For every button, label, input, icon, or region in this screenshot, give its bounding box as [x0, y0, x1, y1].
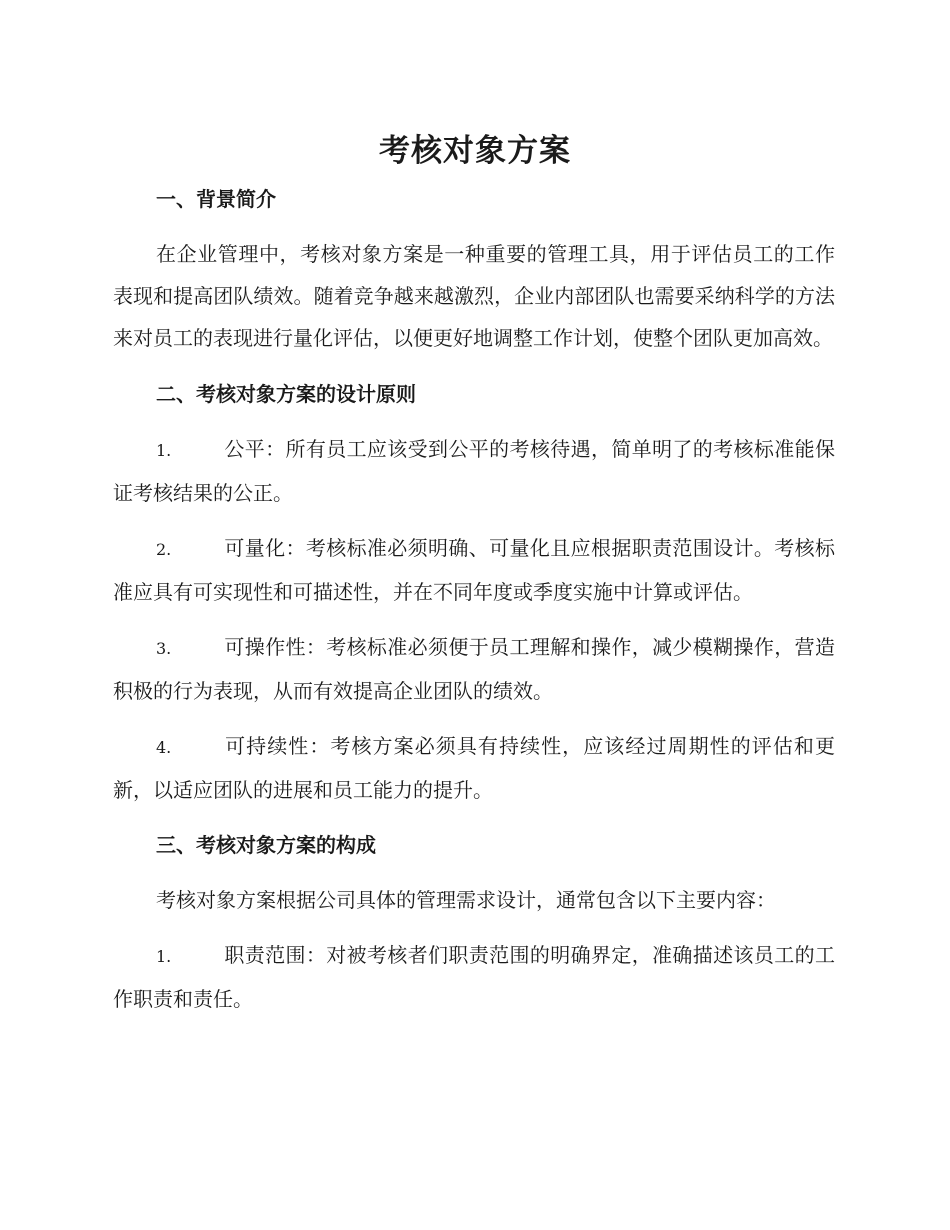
- item-number: 1.: [156, 441, 172, 460]
- item-text: 可持续性：考核方案必须具有持续性，应该经过周期性的评估和更新，以适应团队的进展和员工能力的提升。: [113, 734, 835, 802]
- background-paragraph: 在企业管理中，考核对象方案是一种重要的管理工具，用于评估员工的工作表现和提高团队绩效。随着竞争越来越激烈，企业内部团队也需要采纳科学的方法来对员工的表现进行量化评估，以便更好地调整工作计划，使整个团队更加高效。: [113, 242, 835, 350]
- section-heading-background: 一、背景简介: [156, 187, 276, 211]
- item-number: 4.: [156, 738, 172, 757]
- item-text: 公平：所有员工应该受到公平的考核待遇，简单明了的考核标准能保证考核结果的公正。: [113, 437, 835, 505]
- item-number: 2.: [156, 540, 172, 559]
- principle-item: [113, 428, 835, 514]
- section-heading-design-principles: 二、考核对象方案的设计原则: [156, 382, 416, 406]
- item-number: 1.: [156, 947, 172, 966]
- item-text: 职责范围：对被考核者们职责范围的明确界定，准确描述该员工的工作职责和责任。: [113, 943, 835, 1011]
- composition-item: [113, 934, 835, 1020]
- document-title: 考核对象方案: [379, 133, 571, 169]
- item-number: 3.: [156, 639, 172, 658]
- composition-intro: 考核对象方案根据公司具体的管理需求设计，通常包含以下主要内容：: [156, 888, 776, 912]
- item-text: 可操作性：考核标准必须便于员工理解和操作，减少模糊操作，营造积极的行为表现，从而有效提高企业团队的绩效。: [113, 635, 835, 703]
- principle-item: [113, 527, 835, 613]
- section-heading-composition: 三、考核对象方案的构成: [156, 833, 376, 857]
- document-body: [113, 178, 835, 1020]
- principle-item: [113, 626, 835, 712]
- item-text: 可量化：考核标准必须明确、可量化且应根据职责范围设计。考核标准应具有可实现性和可描述性，并在不同年度或季度实施中计算或评估。: [113, 536, 835, 604]
- principle-item: [113, 725, 835, 811]
